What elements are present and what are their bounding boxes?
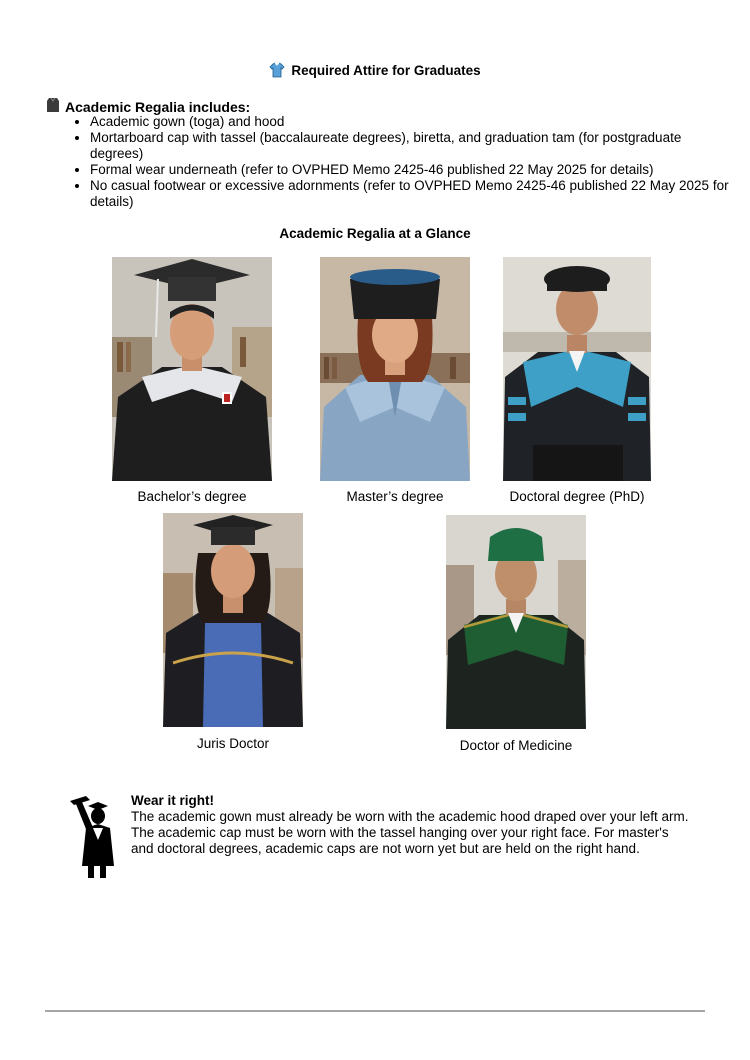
page-title-text: Required Attire for Graduates [291, 63, 481, 78]
wear-line: and doctoral degrees, academic caps are not worn yet but are held on the right hand. [131, 841, 640, 856]
page-title [0, 62, 750, 81]
photo-master [320, 257, 470, 481]
photo-doctor-of-medicine [446, 515, 586, 729]
photo-phd [503, 257, 651, 481]
glance-heading: Academic Regalia at a Glance [279, 226, 471, 241]
footer-divider [45, 1010, 705, 1012]
regalia-list [70, 114, 730, 210]
wear-it-right-section [131, 793, 721, 857]
wear-line: The academic cap must be worn with the tassel hanging over your right face. For master's [131, 825, 669, 840]
wear-line: The academic gown must already be worn with the academic hood draped over your left arm. [131, 809, 689, 824]
gown-icon [46, 97, 60, 116]
list-item: • Formal wear underneath (refer to OVPHED Memo 2425-46 published 22 May 2025 for details) [90, 162, 730, 178]
caption-bachelor: Bachelor’s degree [137, 489, 247, 504]
caption-master: Master’s degree [346, 489, 444, 504]
list-item: • No casual footwear or excessive adornments (refer to OVPHED Memo 2425-46 published 22 May 2025 for details) [90, 178, 730, 210]
list-item: • Academic gown (toga) and hood [90, 114, 730, 130]
wear-heading: Wear it right! [131, 793, 215, 808]
regalia-heading-text: Academic Regalia includes: [65, 98, 251, 115]
caption-juris-doctor: Juris Doctor [196, 736, 269, 751]
caption-phd: Doctoral degree (PhD) [509, 489, 645, 504]
photo-juris-doctor [163, 513, 303, 727]
caption-doctor-of-medicine: Doctor of Medicine [459, 738, 573, 753]
graduate-shirt-icon [269, 62, 285, 81]
graduate-silhouette-icon [68, 796, 118, 880]
list-item: • Mortarboard cap with tassel (baccalaureate degrees), biretta, and graduation tam (for postgraduate degrees) [90, 130, 730, 162]
photo-bachelor [112, 257, 272, 481]
